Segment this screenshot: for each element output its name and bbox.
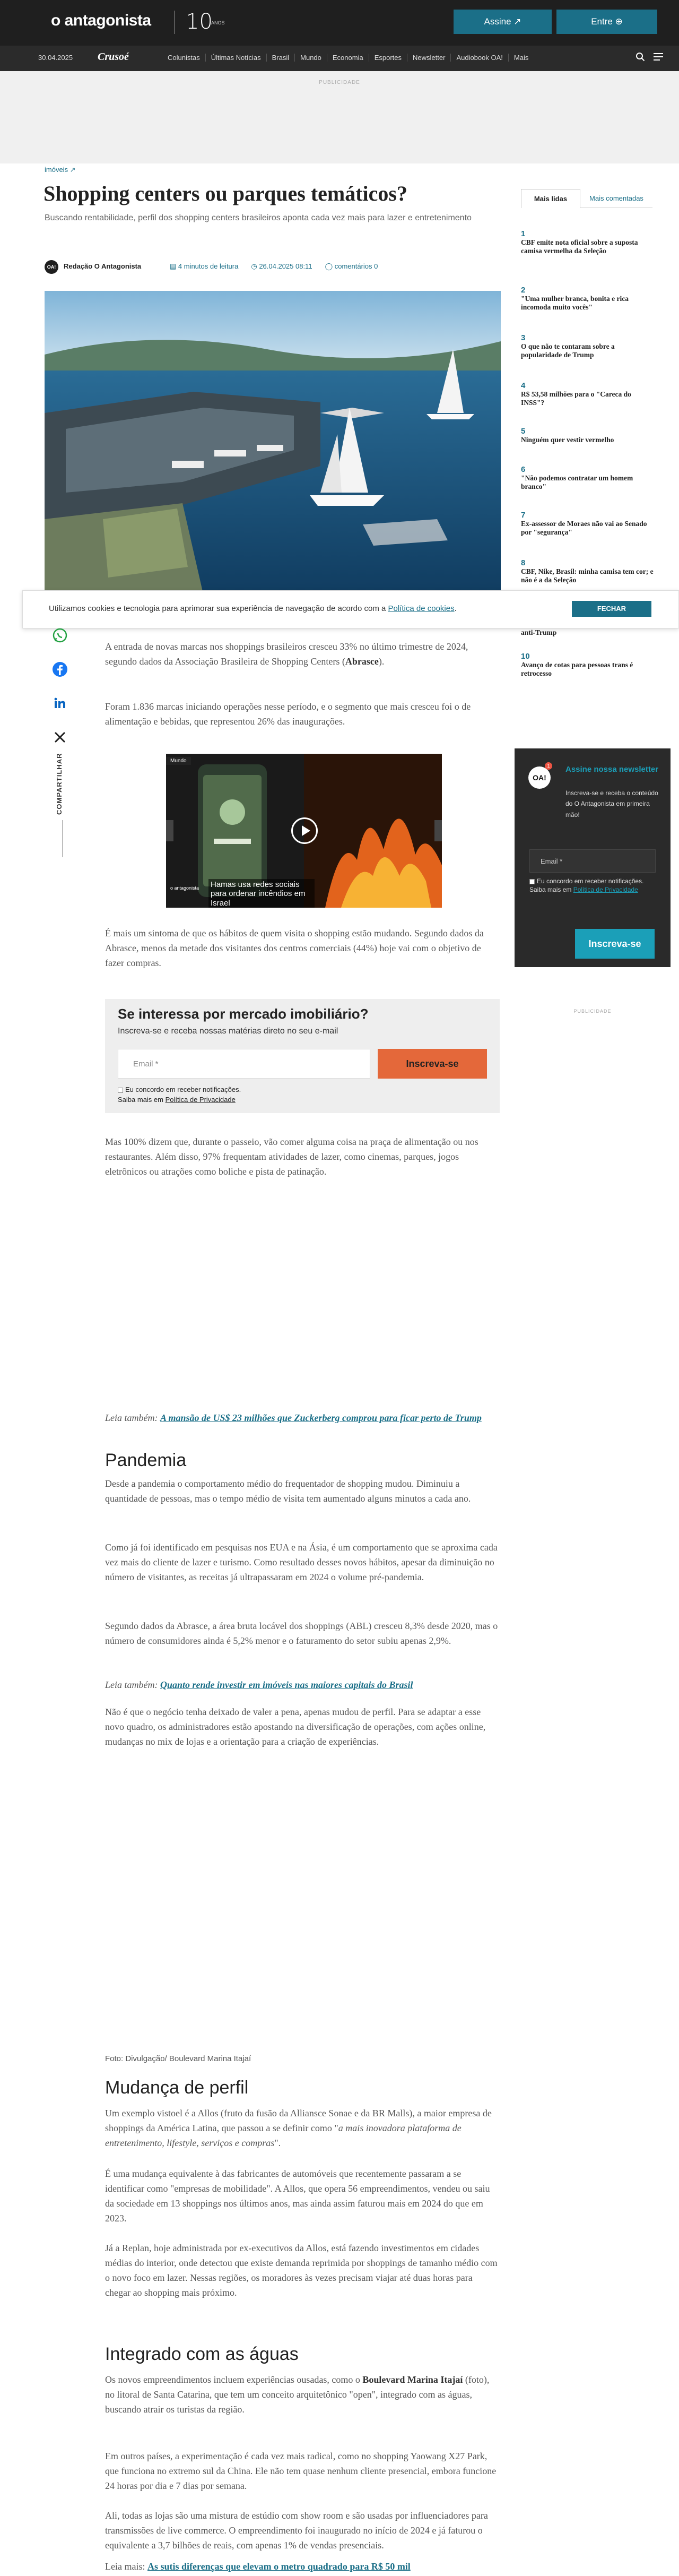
photo-credit: Foto: Divulgação/ Boulevard Marina Itajaí [105,2054,251,2063]
ranking-item[interactable]: 1 CBF emite nota oficial sobre a suposta camisa vermelha da Seleção [521,229,638,255]
paragraph: Foram 1.836 marcas iniciando operações nesse período, e o segmento que mais cresceu foi o de alimentação e bebidas, que representou 26% das inaugurações. [105,701,471,727]
paragraph: Um exemplo vistoel é a Allos (fruto da fusão da Alliansce Sonae e da BR Malls), a maior empresa de shoppings da América Latina, que passou a se definir como "a mais inovadora plataforma de entretenimento, lifestyle, serviços e compras". [105,2108,492,2148]
tab-most-commented[interactable]: Mais comentadas [580,189,652,208]
read-also: Leia também: Quanto rende investir em imóveis nas maiores capitais do Brasil [105,1679,413,1690]
search-icon[interactable] [636,52,645,62]
ranking-item[interactable]: 2 "Uma mulher branca, bonita e rica incomoda muito vocês" [521,286,629,312]
notification-badge: 1 [545,762,552,770]
read-also-link[interactable]: As sutis diferenças que elevam o metro quadrado para R$ 50 mil [147,2561,411,2572]
cookie-close-button[interactable]: FECHAR [572,601,651,617]
read-also-link[interactable]: Quanto rende investir em imóveis nas maiores capitais do Brasil [160,1679,413,1690]
paragraph: Como já foi identificado em pesquisas nos EUA e na Ásia, é um comportamento que se aproxima cada vez mais do cliente de lazer e turismo. Como resultado desses novos hábitos, apesar da diminuição no número de visitantes, as receitas já ultrapassaram em 2024 o volume pré-pandemia. [105,1542,498,1582]
breadcrumb[interactable]: imóveis ↗ [45,166,76,174]
paragraph: Os novos empreendimentos incluem experiências ousadas, como o Boulevard Marina Itajaí (foto), no litoral de Santa Catarina, que tem um conceito arquitetônico "open", integrado com as águas, buscando atrair os turistas da região. [105,2374,490,2415]
sidebar-consent-checkbox[interactable] [529,879,535,884]
nav-link[interactable]: Economia [327,54,369,62]
sidebar-privacy-link[interactable]: Política de Privacidade [573,886,638,894]
ranking-item[interactable]: 10 Avanço de cotas para pessoas trans é retrocesso [521,652,633,678]
nav-link[interactable]: Brasil [266,54,295,62]
nav-link[interactable]: Audiobook OA! [450,54,508,62]
sidebar-subscribe-button[interactable]: Inscreva-se [575,929,655,959]
privacy-link[interactable]: Política de Privacidade [165,1095,236,1104]
video-tag: Mundo [166,757,191,765]
paragraph: A entrada de novas marcas nos shoppings brasileiros cresceu 33% no último trimestre de 2024, segundo dados da Associação Brasileira de Shopping Centers (Abrasce). [105,641,468,667]
tab-most-read[interactable]: Mais lidas [521,189,580,208]
sidebar-ad-label: PUBLICIDADE [573,1009,612,1014]
site-logo[interactable]: o antagonista [51,12,151,29]
article-meta [170,262,378,271]
logo-divider [174,11,175,34]
author-avatar: OA! [45,260,58,274]
video-player[interactable] [166,754,442,908]
section-heading: Integrado com as águas [105,2344,299,2364]
ranking-item[interactable]: 4 R$ 53,58 milhões para o "Careca do INSS"? [521,381,631,407]
login-button[interactable]: Entre ⊕ [556,10,657,34]
paragraph: Já a Replan, hoje administrada por ex-executivos da Allos, está fazendo investimentos em cidades médias do interior, onde detectou que existe demanda reprimida por shoppings de tamanho médio com o novo foco em lazer. Nessas regiões, os moradores às vezes precisam viajar até duas horas para chegar ao shopping mais próximo. [105,2243,498,2298]
subscribe-button[interactable]: Assine ↗ [454,10,552,34]
ten-years-logo: 10 [186,10,213,34]
newsletter-subscribe-button[interactable]: Inscreva-se [378,1049,487,1079]
linkedin-icon[interactable] [51,694,69,712]
facebook-icon[interactable] [51,660,69,678]
publish-datetime: ◷ 26.04.2025 08:11 [251,262,312,270]
newsletter-email-input[interactable]: Email * [118,1049,370,1079]
newsletter-consent: Eu concordo em receber notificações. Saiba mais em Política de Privacidade [118,1085,241,1104]
consent-checkbox[interactable] [118,1088,123,1093]
nav-link[interactable]: Colunistas [168,54,200,62]
paragraph: É uma mudança equivalente à das fabricantes de automóveis que recentemente passaram a se identificar como "empresas de mobilidade". A Allos, que opera 56 empreendimentos, vendeu ou saiu da sociedade em 13 shoppings nos últimos anos, mas ainda assim faturou mais em 2024 do que em 2023. [105,2168,490,2224]
ranking-item[interactable]: 7 Ex-assessor de Moraes não vai ao Senado por "segurança" [521,511,647,537]
nav-link[interactable]: Últimas Notícias [205,54,266,62]
play-icon[interactable] [291,817,318,844]
nav-link[interactable]: Mais [508,54,534,62]
newsletter-logo: OA! [528,766,551,789]
ten-years-label: ANOS [211,20,225,25]
video-caption: Hamas usa redes sociais para ordenar incêndios em Israel [208,879,315,908]
video-brand: o antagonista [170,885,199,891]
section-heading: Mudança de perfil [105,2078,249,2098]
paragraph: Desde a pandemia o comportamento médio do frequentador de shopping mudou. Diminuiu a quantidade de pessoas, mas o tempo médio de visita tem aumentado alguns minutos a cada ano. [105,1478,471,1504]
nav-link[interactable]: Mundo [294,54,327,62]
ad-label: PUBLICIDADE [319,80,360,85]
x-twitter-icon[interactable] [51,728,69,746]
share-bar [51,626,88,762]
ranking-item[interactable]: anti-Trump [521,628,557,636]
paragraph: Mas 100% dizem que, durante o passeio, vão comer alguma coisa na praça de alimentação ou nos restaurantes. Além disso, 97% frequentam atividades de lazer, como cinemas, parques, jogos eletrônicos ou atrações como boliche e pista de patinação. [105,1136,478,1177]
newsletter-title: Se interessa por mercado imobiliário? [118,1006,369,1022]
article-subtitle: Buscando rentabilidade, perfil dos shopping centers brasileiros aponta cada vez mais para lazer e entretenimento [45,213,472,222]
crusoe-logo[interactable]: Crusoé [98,51,129,63]
menu-icon[interactable] [654,53,663,61]
cookie-policy-link[interactable]: Política de cookies [388,604,455,613]
read-time: ▤ 4 minutos de leitura [170,262,239,270]
nav-link[interactable]: Newsletter [407,54,450,62]
whatsapp-icon[interactable] [51,626,69,644]
hero-image [45,291,501,596]
ranking-item[interactable]: 6 "Não podemos contratar um homem branco" [521,465,633,491]
sidebar-newsletter-desc: Inscreva-se e receba o conteúdo do O Antagonista em primeira mão! [565,789,658,819]
read-also: Leia também: A mansão de US$ 23 milhões que Zuckerberg comprou para ficar perto de Trump [105,1412,482,1423]
ranking-item[interactable]: 8 CBF, Nike, Brasil: minha camisa tem cor; e não é a da Seleção [521,558,654,584]
ranking-item[interactable]: 3 O que não te contaram sobre a popularidade de Trump [521,333,615,359]
read-also: Leia mais: As sutis diferenças que elevam o metro quadrado para R$ 50 mil [105,2561,411,2572]
sidebar-newsletter-title: Assine nossa newsletter [565,765,659,774]
read-also-link[interactable]: A mansão de US$ 23 milhões que Zuckerberg comprou para ficar perto de Trump [160,1412,482,1423]
comments-count[interactable]: ◯ comentários 0 [325,262,378,270]
paragraph: Não é que o negócio tenha deixado de valer a pena, apenas mudou de perfil. Para se adaptar a esse novo quadro, os administradores estão apostando na diversificação de operações, com ações online, mudanças no mix de lojas e a orientação para a criação de experiências. [105,1707,486,1747]
paragraph: Segundo dados da Abrasce, a área bruta locável dos shoppings (ABL) cresceu 8,3% desde 2020, mas o número de consumidores ainda é 5,2% menor e o faturamento do setor subiu apenas 2,9%. [105,1621,498,1646]
nav-date: 30.04.2025 [38,54,73,62]
author-name[interactable]: Redação O Antagonista [64,262,142,270]
newsletter-subtitle: Inscreva-se e receba nossas matérias direto no seu e-mail [118,1027,338,1036]
nav-link[interactable]: Esportes [369,54,407,62]
sidebar-email-input[interactable]: Email * [529,849,656,873]
paragraph: É mais um sintoma de que os hábitos de quem visita o shopping estão mudando. Segundo dados da Abrasce, menos da metade dos visitantes dos centros comerciais (44%) hoje vai com o objetivo de fazer compras. [105,928,484,968]
ranking-item[interactable]: 5 Ninguém quer vestir vermelho [521,427,614,444]
section-heading: Pandemia [105,1450,187,1470]
paragraph: Em outros países, a experimentação é cada vez mais radical, como no shopping Yaowang X27 Park, que funciona no extremo sul da China. Ele não tem quase nenhum cliente presencial, embora funcione 24 horas por dia e 7 dias por semana. [105,2451,497,2491]
article-title: Shopping centers ou parques temáticos? [43,182,407,205]
share-label: COMPARTILHAR [55,753,63,815]
paragraph: Ali, todas as lojas são uma mistura de estúdio com show room e são usadas por influenciadores para transmissões de live commerce. O empreendimento foi inaugurado no início de 2024 e já faturou o equivalente a 3,7 bilhões de reais, com apenas 1% de vendas presenciais. [105,2510,488,2551]
nav-links [162,54,534,62]
sidebar-consent: Eu concordo em receber notificações. Saiba mais em Política de Privacidade [529,877,644,894]
cookie-text: Utilizamos cookies e tecnologia para aprimorar sua experiência de navegação de acordo com a Política de cookies. [49,604,457,613]
